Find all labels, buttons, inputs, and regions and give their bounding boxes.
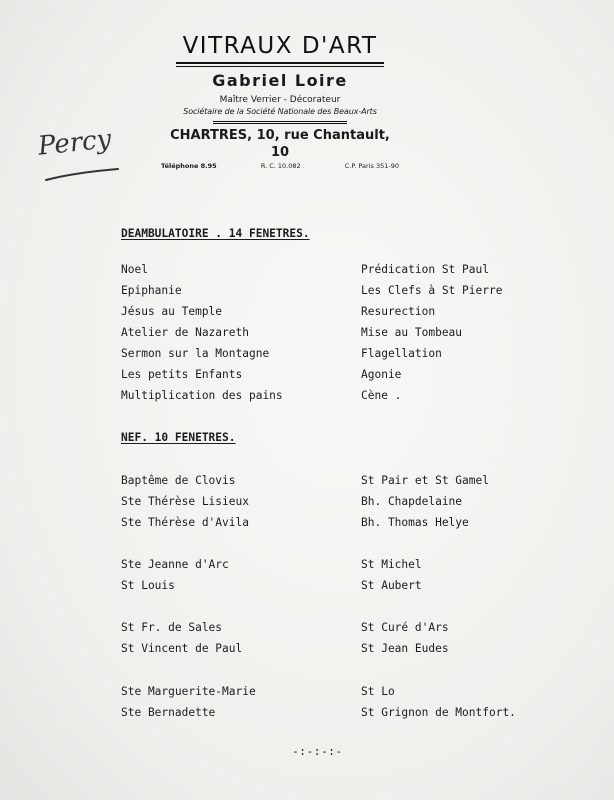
letterhead-telephone: Téléphone 8.95 bbox=[161, 162, 217, 170]
window-title-left: Sermon sur la Montagne bbox=[121, 347, 270, 360]
window-title-right: St Pair et St Gamel bbox=[361, 474, 489, 487]
window-title-left: Baptême de Clovis bbox=[121, 474, 236, 487]
section-heading-nef: NEF. 10 FENETRES. bbox=[121, 431, 236, 444]
window-title-right: St Jean Eudes bbox=[361, 642, 449, 655]
window-title-left: Ste Jeanne d'Arc bbox=[121, 558, 229, 571]
window-title-right: St Aubert bbox=[361, 579, 422, 592]
window-title-left: Atelier de Nazareth bbox=[121, 326, 249, 339]
handwritten-underline bbox=[44, 168, 120, 182]
letterhead-title: VITRAUX D'ART bbox=[182, 33, 378, 59]
window-title-right: Bh. Chapdelaine bbox=[361, 495, 463, 508]
window-title-right: St Grignon de Montfort. bbox=[361, 706, 516, 719]
closing-separator: -:-:-:- bbox=[292, 745, 343, 758]
window-title-right: Cène . bbox=[361, 389, 402, 402]
handwritten-annotation: Percy bbox=[36, 124, 113, 162]
window-title-left: Multiplication des pains bbox=[121, 389, 283, 402]
window-title-left: Ste Thérèse d'Avila bbox=[121, 516, 249, 529]
letterhead-society: Sociétaire de la Société Nationale des Beaux-Arts bbox=[183, 107, 377, 116]
window-title-right: Bh. Thomas Helye bbox=[361, 516, 469, 529]
window-title-left: Epiphanie bbox=[121, 284, 182, 297]
window-title-right: Resurection bbox=[361, 305, 436, 318]
letterhead-rule bbox=[176, 62, 384, 67]
window-title-right: Flagellation bbox=[361, 347, 442, 360]
letterhead-address: CHARTRES, 10, rue Chantault, 10 bbox=[170, 128, 390, 160]
letterhead bbox=[160, 32, 400, 171]
window-title-right: Agonie bbox=[361, 368, 402, 381]
letterhead-role: Maître Verrier - Décorateur bbox=[219, 95, 341, 105]
window-title-left: St Louis bbox=[121, 579, 175, 592]
section-heading-deambulatoire: DEAMBULATOIRE . 14 FENETRES. bbox=[121, 227, 310, 240]
letterhead-name: Gabriel Loire bbox=[212, 71, 348, 90]
window-title-right: Les Clefs à St Pierre bbox=[361, 284, 503, 297]
letterhead-cp: C.P. Paris 351-90 bbox=[344, 162, 399, 170]
window-title-right: St Lo bbox=[361, 685, 395, 698]
window-title-left: Jésus au Temple bbox=[121, 305, 223, 318]
letterhead-contact bbox=[160, 161, 400, 171]
window-title-left: Ste Thérèse Lisieux bbox=[121, 495, 249, 508]
letterhead-rc: R. C. 10.082 bbox=[260, 162, 301, 170]
window-title-right: St Michel bbox=[361, 558, 422, 571]
window-title-right: St Curé d'Ars bbox=[361, 621, 449, 634]
window-title-left: Ste Marguerite-Marie bbox=[121, 685, 256, 698]
window-title-left: Les petits Enfants bbox=[121, 368, 243, 381]
window-title-left: Noel bbox=[121, 263, 148, 276]
window-title-left: Ste Bernadette bbox=[121, 706, 216, 719]
window-title-left: St Vincent de Paul bbox=[121, 642, 243, 655]
letterhead-rule-small bbox=[213, 121, 347, 124]
window-title-right: Prédication St Paul bbox=[361, 263, 489, 276]
window-title-right: Mise au Tombeau bbox=[361, 326, 463, 339]
window-title-left: St Fr. de Sales bbox=[121, 621, 223, 634]
